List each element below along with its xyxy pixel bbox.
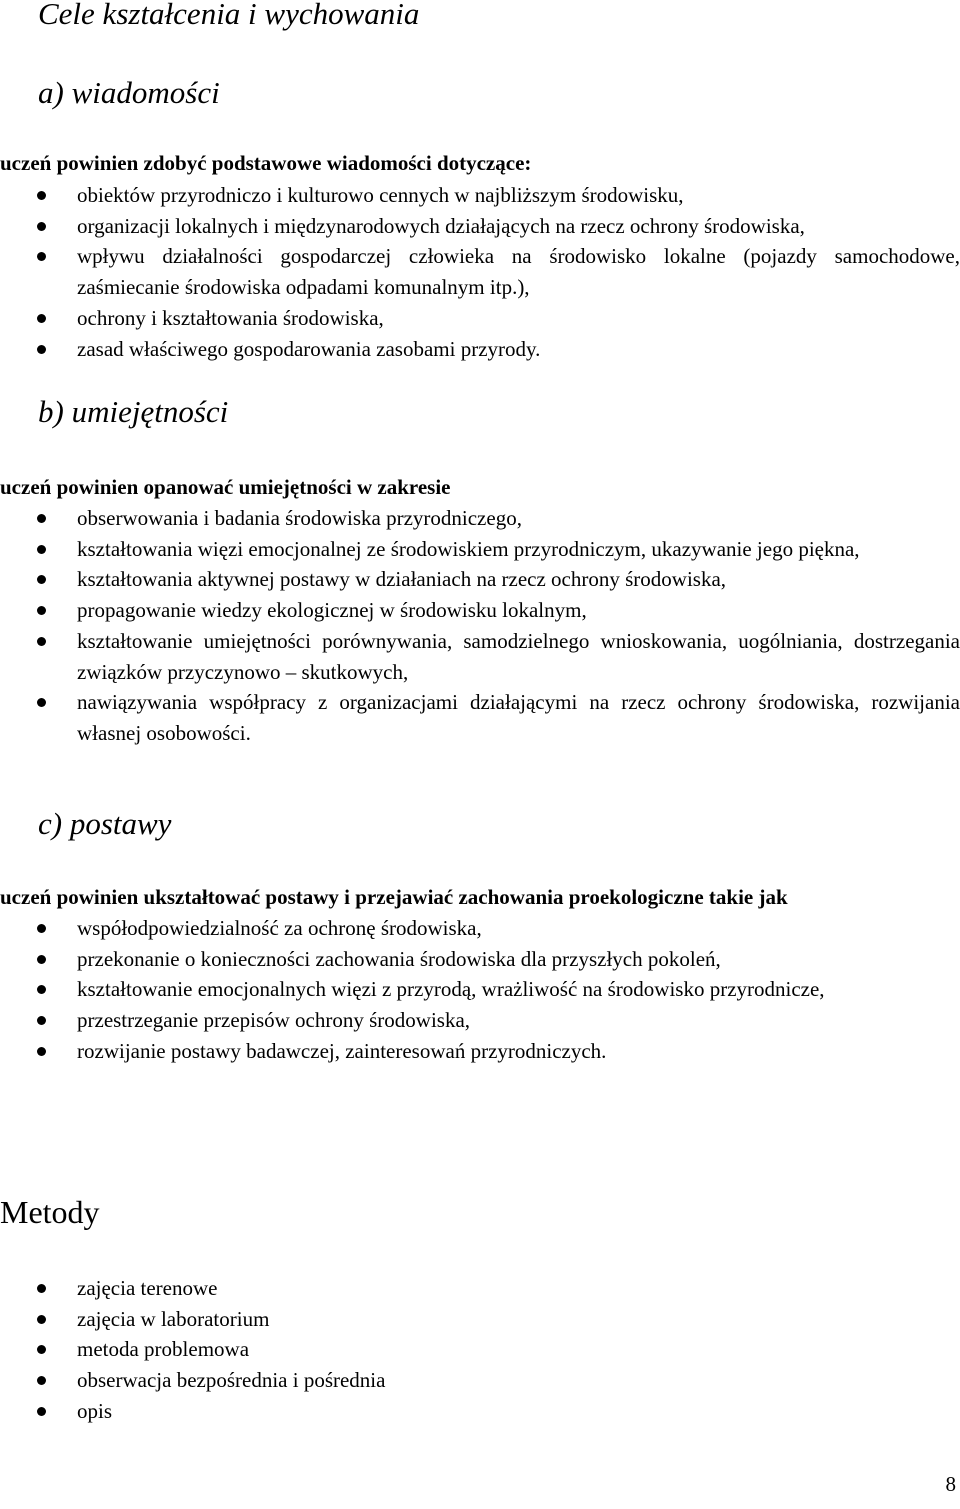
list-item: wpływu działalności gospodarczej człowieka na środowisko lokalne (pojazdy samochodowe, zaśmiecanie środowiska odpadami komunalnym itp.), xyxy=(0,241,960,302)
section-heading-umiejetnosci: b) umiejętności xyxy=(38,394,229,429)
bullet-icon xyxy=(37,637,46,646)
list-item: kształtowanie umiejętności porównywania, samodzielnego wnioskowania, uogólniania, dostrzegania związków przyczynowo – skutkowych, xyxy=(0,626,960,687)
list-item: obserwacja bezpośrednia i pośrednia xyxy=(0,1365,960,1396)
document-title: Cele kształcenia i wychowania xyxy=(38,0,420,31)
list-item: propagowanie wiedzy ekologicznej w środowisku lokalnym, xyxy=(0,595,960,626)
list-item: kształtowanie emocjonalnych więzi z przyrodą, wrażliwość na środowisko przyrodnicze, xyxy=(0,974,960,1005)
list-item: zajęcia w laboratorium xyxy=(0,1304,960,1335)
list-item: zajęcia terenowe xyxy=(0,1273,960,1304)
list-item: przekonanie o konieczności zachowania środowiska dla przyszłych pokoleń, xyxy=(0,944,960,975)
list-item: obiektów przyrodniczo i kulturowo cennych w najbliższym środowisku, xyxy=(0,180,960,211)
bullet-icon xyxy=(37,955,46,964)
bullet-icon xyxy=(37,1016,46,1025)
list-methods xyxy=(0,1273,960,1427)
section-heading-postawy: c) postawy xyxy=(38,806,172,841)
list-wiadomosci xyxy=(0,180,960,364)
bullet-icon xyxy=(37,985,46,994)
section-intro-wiadomosci: uczeń powinien zdobyć podstawowe wiadomości dotyczące: xyxy=(0,151,532,175)
bullet-icon xyxy=(37,606,46,615)
page-number: 8 xyxy=(945,1472,956,1496)
bullet-icon xyxy=(37,1047,46,1056)
list-item: współodpowiedzialność za ochronę środowiska, xyxy=(0,913,960,944)
section-intro-postawy: uczeń powinien ukształtować postawy i przejawiać zachowania proekologiczne takie jak xyxy=(0,885,788,909)
bullet-icon xyxy=(37,222,46,231)
list-item: kształtowania aktywnej postawy w działaniach na rzecz ochrony środowiska, xyxy=(0,564,960,595)
bullet-icon xyxy=(37,1407,46,1416)
list-item: organizacji lokalnych i międzynarodowych działających na rzecz ochrony środowiska, xyxy=(0,211,960,242)
list-item: obserwowania i badania środowiska przyrodniczego, xyxy=(0,503,960,534)
bullet-icon xyxy=(37,1315,46,1324)
bullet-icon xyxy=(37,924,46,933)
list-umiejetnosci xyxy=(0,503,960,749)
list-item: rozwijanie postawy badawczej, zainteresowań przyrodniczych. xyxy=(0,1036,960,1067)
list-item: ochrony i kształtowania środowiska, xyxy=(0,303,960,334)
section-intro-umiejetnosci: uczeń powinien opanować umiejętności w zakresie xyxy=(0,475,451,499)
list-postawy xyxy=(0,913,960,1067)
methods-heading: Metody xyxy=(0,1194,100,1230)
list-item: zasad właściwego gospodarowania zasobami przyrody. xyxy=(0,334,960,365)
bullet-icon xyxy=(37,252,46,261)
list-item: opis xyxy=(0,1396,960,1427)
bullet-icon xyxy=(37,1376,46,1385)
bullet-icon xyxy=(37,545,46,554)
bullet-icon xyxy=(37,314,46,323)
bullet-icon xyxy=(37,1284,46,1293)
section-heading-wiadomosci: a) wiadomości xyxy=(38,75,220,110)
list-item: przestrzeganie przepisów ochrony środowiska, xyxy=(0,1005,960,1036)
list-item: nawiązywania współpracy z organizacjami działającymi na rzecz ochrony środowiska, rozwijania własnej osobowości. xyxy=(0,687,960,748)
bullet-icon xyxy=(37,191,46,200)
bullet-icon xyxy=(37,575,46,584)
list-item: metoda problemowa xyxy=(0,1334,960,1365)
bullet-icon xyxy=(37,698,46,707)
bullet-icon xyxy=(37,514,46,523)
list-item: kształtowania więzi emocjonalnej ze środowiskiem przyrodniczym, ukazywanie jego piękna, xyxy=(0,534,960,565)
bullet-icon xyxy=(37,1345,46,1354)
bullet-icon xyxy=(37,345,46,354)
